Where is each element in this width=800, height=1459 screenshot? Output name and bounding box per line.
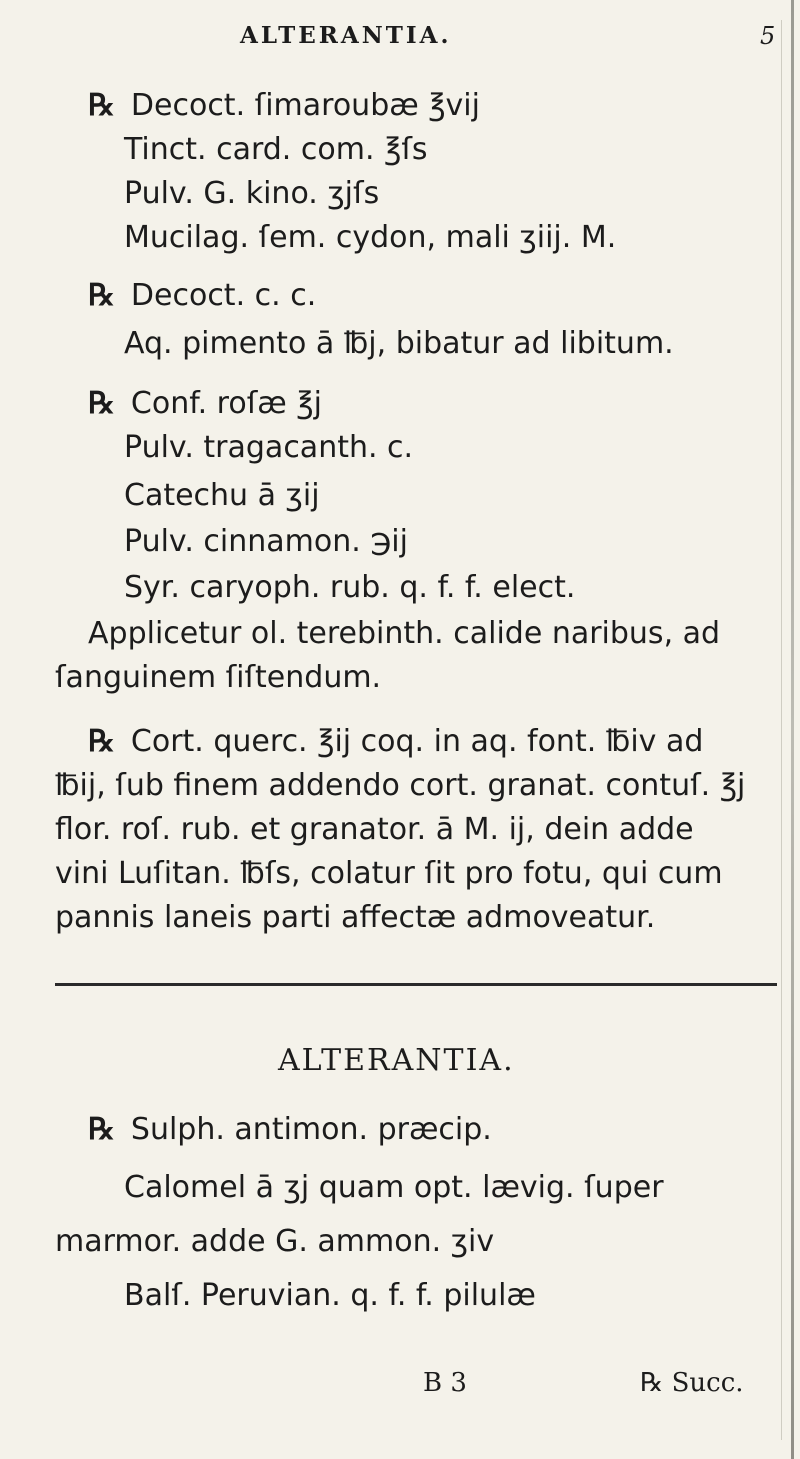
page-shadow-line bbox=[781, 20, 782, 1440]
page-edge bbox=[791, 0, 794, 1459]
ingredient-text: Decoct. c. c. bbox=[130, 278, 317, 313]
prescription-3-line-5: Syr. caryoph. rub. q. f. f. elect. bbox=[124, 570, 576, 605]
section-prescription-line-4: Balſ. Peruvian. q. f. f. pilulæ bbox=[124, 1278, 536, 1313]
prescription-3-line-3: Catechu ā ʒij bbox=[124, 478, 320, 513]
rx-symbol: ℞ bbox=[88, 88, 115, 123]
running-head-title: ALTERANTIA. bbox=[240, 22, 452, 49]
prescription-4-line-3: flor. roſ. rub. et granator. ā M. ij, dein adde bbox=[55, 812, 694, 847]
section-title: ALTERANTIA. bbox=[278, 1043, 515, 1078]
prescription-1-line-1 bbox=[88, 88, 480, 124]
signature-mark: B 3 bbox=[423, 1368, 467, 1398]
prescription-1-line-3: Pulv. G. kino. ʒjſs bbox=[124, 176, 380, 211]
rx-symbol: ℞ bbox=[88, 1112, 115, 1147]
prescription-2-line-2: Aq. pimento ā ℔j, bibatur ad libitum. bbox=[124, 326, 674, 361]
prescription-1-line-4: Mucilag. ſem. cydon, mali ʒiij. M. bbox=[124, 220, 617, 255]
rx-symbol: ℞ bbox=[88, 278, 115, 313]
prescription-3-line-7: ſanguinem ſiſtendum. bbox=[55, 660, 382, 695]
ingredient-text: Decoct. ſimaroubæ ℥vij bbox=[130, 88, 480, 123]
section-prescription-line-3: marmor. adde G. ammon. ʒiv bbox=[55, 1224, 495, 1259]
prescription-4-line-4: vini Luſitan. ℔ſs, colatur ſit pro fotu, qui cum bbox=[55, 856, 723, 891]
section-divider bbox=[55, 983, 777, 986]
prescription-3-line-1 bbox=[88, 386, 322, 422]
ingredient-text: Cort. querc. ℥ij coq. in aq. font. ℔iv ad bbox=[130, 724, 704, 759]
section-prescription-line-2: Calomel ā ʒj quam opt. lævig. ſuper bbox=[124, 1170, 664, 1205]
prescription-4-line-1 bbox=[88, 724, 703, 760]
prescription-4-line-5: pannis laneis parti affectæ admoveatur. bbox=[55, 900, 656, 935]
prescription-3-line-4: Pulv. cinnamon. ℈ij bbox=[124, 524, 408, 559]
prescription-3-line-6: Applicetur ol. terebinth. calide naribus, ad bbox=[88, 616, 721, 651]
ingredient-text: Conf. roſæ ℥j bbox=[130, 386, 322, 421]
prescription-3-line-2: Pulv. tragacanth. c. bbox=[124, 430, 414, 465]
prescription-1-line-2: Tinct. card. com. ℥ſs bbox=[124, 132, 428, 167]
prescription-2-line-1 bbox=[88, 278, 316, 314]
running-head bbox=[240, 22, 800, 62]
prescription-4-line-2: ℔ij, ſub finem addendo cort. granat. contuſ. ℥j bbox=[55, 768, 746, 803]
section-prescription-line-1 bbox=[88, 1112, 492, 1148]
ingredient-text: Sulph. antimon. præcip. bbox=[130, 1112, 492, 1147]
page-number: 5 bbox=[760, 22, 776, 50]
catchword: ℞ Succ. bbox=[640, 1368, 744, 1398]
rx-symbol: ℞ bbox=[88, 724, 115, 759]
rx-symbol: ℞ bbox=[88, 386, 115, 421]
